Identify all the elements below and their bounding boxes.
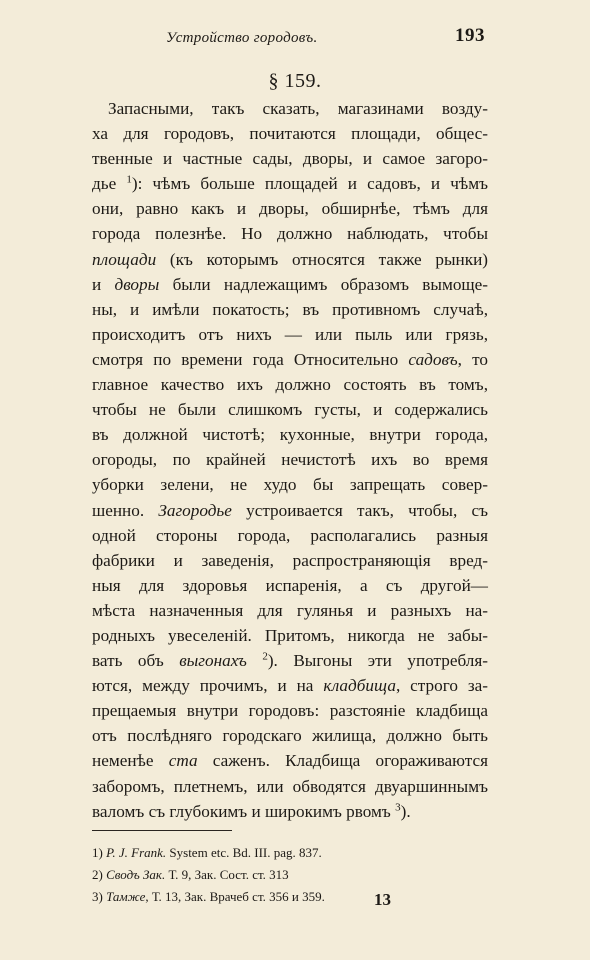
text-line bbox=[92, 498, 488, 523]
text-line bbox=[92, 648, 488, 673]
text-run: 3) bbox=[92, 889, 107, 904]
text-run: уборки зелени, не худо бы запрещать совер- bbox=[92, 475, 488, 495]
text-line bbox=[92, 472, 488, 497]
section-heading: § 159. bbox=[268, 70, 322, 92]
text-line bbox=[92, 723, 488, 748]
italic-run: Тамже bbox=[106, 889, 146, 904]
text-run: Т. 9, Зак. Сост. ст. 313 bbox=[165, 867, 289, 882]
text-run: System etc. Bd. III. pag. 837. bbox=[166, 845, 322, 860]
text-run: ): чѣмъ больше площадей и садовъ, и чѣмъ bbox=[131, 174, 488, 194]
text-line bbox=[92, 698, 488, 723]
text-line bbox=[92, 146, 488, 171]
text-run bbox=[247, 651, 262, 670]
text-run: города полезнѣе. Но должно наблюдать, чтобы bbox=[92, 224, 488, 244]
text-line bbox=[92, 774, 488, 799]
italic-run: кладбища bbox=[323, 676, 396, 696]
text-run: ныя для здоровья испаренія, а съ другой— bbox=[92, 575, 488, 595]
text-run: одной стороны города, располагались разныя bbox=[92, 525, 488, 545]
text-line bbox=[92, 272, 488, 297]
text-run: Запасными, такъ сказать, магазинами возду- bbox=[108, 99, 488, 118]
text-line bbox=[92, 447, 488, 472]
text-line bbox=[92, 598, 488, 623]
body-text bbox=[92, 96, 488, 824]
text-run: шенно. bbox=[92, 500, 159, 520]
text-run: 1) bbox=[92, 845, 107, 860]
text-line bbox=[92, 673, 488, 698]
text-line bbox=[92, 422, 488, 447]
italic-run: садовъ bbox=[408, 349, 458, 369]
text-run: ха для городовъ, почитаются площади, общес- bbox=[92, 124, 488, 144]
footnote-rule bbox=[92, 830, 232, 831]
text-run: 2) bbox=[92, 867, 107, 882]
text-run: , то bbox=[457, 349, 488, 369]
text-run: , строго за- bbox=[395, 676, 488, 696]
text-run: дье bbox=[92, 174, 127, 194]
text-run: были надлежащимъ образомъ вымоще- bbox=[159, 274, 488, 294]
footnote bbox=[92, 886, 488, 908]
page-number: 193 bbox=[455, 25, 485, 46]
text-run: , Т. 13, Зак. Врачеб ст. 356 и 359. bbox=[145, 889, 325, 904]
text-line bbox=[92, 799, 488, 824]
text-line bbox=[92, 523, 488, 548]
italic-run: ста bbox=[168, 751, 198, 771]
footnote-ref[interactable]: 2 bbox=[262, 650, 268, 663]
text-run: и bbox=[92, 274, 115, 294]
text-line bbox=[92, 347, 488, 372]
italic-run: площади bbox=[92, 249, 157, 269]
text-run: фабрики и заведенія, распространяющія вред- bbox=[92, 550, 488, 570]
text-run: ются, между прочимъ, и на bbox=[92, 676, 324, 696]
text-run: ны, и имѣли покатость; въ противномъ случаѣ, bbox=[92, 299, 488, 319]
text-line bbox=[92, 247, 488, 272]
footnote bbox=[92, 864, 488, 886]
text-run: чтобы не были слишкомъ густы, и содержались bbox=[92, 400, 488, 420]
text-run: ). Выгоны эти употребля- bbox=[267, 651, 488, 671]
text-line bbox=[92, 221, 488, 246]
text-run: ). bbox=[400, 801, 411, 821]
text-line bbox=[92, 96, 488, 121]
text-run: происходитъ отъ нихъ — или пыль или грязь, bbox=[92, 324, 488, 344]
signature-mark: 13 bbox=[374, 890, 391, 909]
text-run: (къ которымъ относятся также рынки) bbox=[156, 249, 488, 269]
text-run: смотря по времени года Относительно bbox=[92, 349, 409, 369]
text-line bbox=[92, 196, 488, 221]
text-run: въ должной чистотѣ; кухонные, внутри города, bbox=[92, 425, 488, 445]
text-run: заборомъ, плетнемъ, или обводятся двуаршиннымъ bbox=[92, 776, 488, 796]
text-line bbox=[92, 171, 488, 196]
text-line bbox=[92, 322, 488, 347]
text-run: твенные и частные сады, дворы, и самое загоро- bbox=[92, 149, 488, 169]
text-run: устроивается такъ, чтобы, съ bbox=[231, 500, 488, 520]
text-run: главное качество ихъ должно состоять въ томъ, bbox=[92, 375, 488, 395]
text-run: огороды, по крайней нечистотѣ ихъ во время bbox=[92, 450, 488, 470]
text-line bbox=[92, 121, 488, 146]
running-title: Устройство городовъ. bbox=[166, 30, 318, 46]
footnote bbox=[92, 842, 488, 864]
text-line bbox=[92, 397, 488, 422]
text-line bbox=[92, 548, 488, 573]
footnote-ref[interactable]: 1 bbox=[126, 173, 132, 186]
text-line bbox=[92, 623, 488, 648]
italic-run: Сводъ Зак. bbox=[106, 867, 166, 882]
text-run: саженъ. Кладбища огораживаются bbox=[197, 751, 488, 771]
text-run: вать объ bbox=[92, 651, 180, 671]
footnote-ref[interactable]: 3 bbox=[395, 800, 401, 813]
footnotes bbox=[92, 842, 488, 908]
italic-run: P. J. Frank. bbox=[106, 845, 167, 860]
text-run: прещаемыя внутри городовъ: разстояніе кладбища bbox=[92, 701, 488, 721]
text-line bbox=[92, 748, 488, 773]
text-line bbox=[92, 297, 488, 322]
text-run: мѣста назначенныя для гулянья и разныхъ на- bbox=[92, 600, 488, 620]
text-run: валомъ съ глубокимъ и широкимъ рвомъ bbox=[92, 801, 396, 821]
italic-run: выгонахъ bbox=[179, 651, 247, 671]
italic-run: Загородье bbox=[158, 500, 232, 520]
text-run: родныхъ увеселеній. Притомъ, никогда не забы- bbox=[92, 625, 488, 645]
text-run: отъ послѣдняго городскаго жилища, должно быть bbox=[92, 726, 488, 746]
text-line bbox=[92, 372, 488, 397]
text-run: неменѣе bbox=[92, 751, 169, 771]
text-line bbox=[92, 573, 488, 598]
italic-run: дворы bbox=[114, 274, 160, 294]
text-run: они, равно какъ и дворы, обширнѣе, тѣмъ для bbox=[92, 199, 488, 219]
